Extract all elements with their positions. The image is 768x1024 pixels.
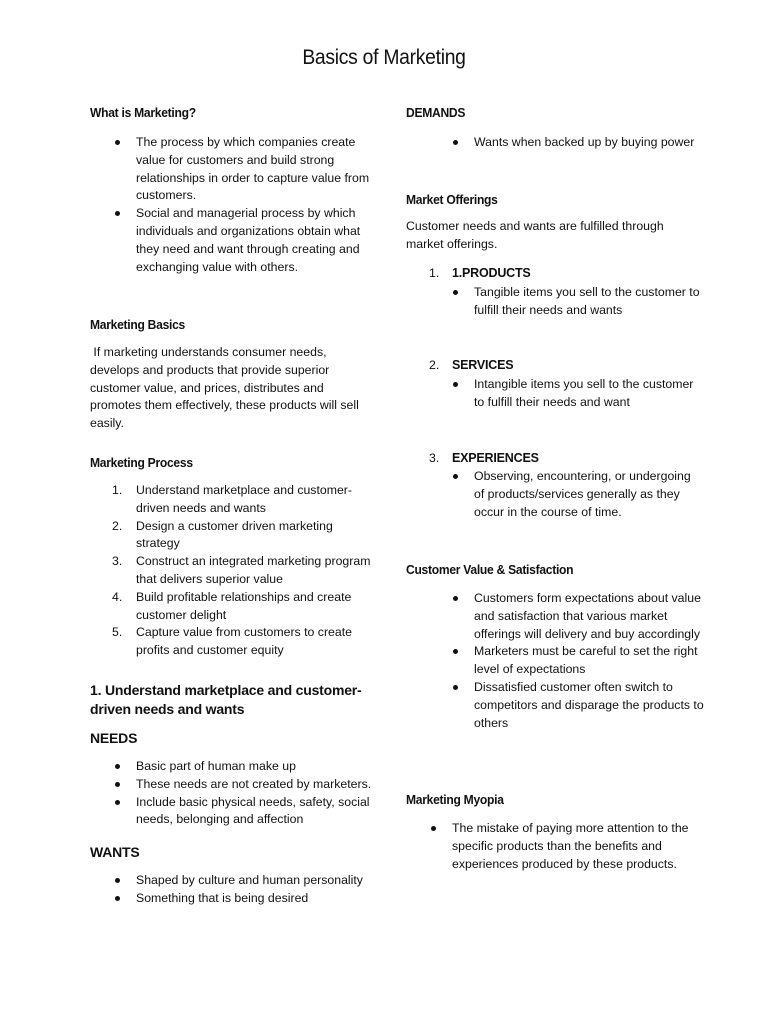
list-item <box>474 468 704 521</box>
experiences-list <box>474 468 704 521</box>
list-item-text: Construct an integrated marketing program that delivers superior value <box>136 554 371 586</box>
list-number: 5. <box>112 625 123 640</box>
list-item-text: Something that is being desired <box>136 890 309 905</box>
list-item-text: Customers form expectations about value and satisfaction that various market offerings will delivery and buy accordingly <box>474 591 701 641</box>
offering-number-1: 1. <box>429 266 440 280</box>
list-item <box>452 820 712 873</box>
list-item-text: Marketers must be careful to set the right level of expectations <box>474 644 698 677</box>
list-item <box>474 376 704 412</box>
demands-list <box>406 134 706 152</box>
list-item-text: Design a customer driven marketing strategy <box>136 518 333 551</box>
market-offerings-text: Customer needs and wants are fulfilled through market offerings. <box>406 219 664 251</box>
list-item <box>474 679 704 732</box>
list-item-text: Include basic physical needs, safety, social needs, belonging and affection <box>136 794 370 827</box>
what-is-marketing-list <box>90 134 375 276</box>
list-item-text: The process by which companies create value for customers and build strong relationships in order to capture value from customers. <box>136 135 370 203</box>
list-item-text: Intangible items you sell to the customer to fulfill their needs and want <box>474 377 694 409</box>
list-item <box>474 134 706 152</box>
list-item <box>112 589 375 625</box>
marketing-myopia-list <box>452 820 712 873</box>
list-item <box>136 134 375 205</box>
needs-list <box>90 758 375 829</box>
list-item <box>112 553 375 589</box>
list-item-text: These needs are not created by marketers. <box>136 776 372 791</box>
list-item <box>474 284 704 320</box>
list-number: 3. <box>112 554 123 569</box>
offering-label-experiences: EXPERIENCES <box>452 451 539 465</box>
list-item-text: Social and managerial process by which individuals and organizations obtain what they need and want through creating and exchanging value with others. <box>136 206 361 274</box>
heading-marketing-myopia: Marketing Myopia <box>406 792 504 807</box>
list-item <box>474 590 704 643</box>
wants-list <box>90 872 375 908</box>
list-item-text: Basic part of human make up <box>136 759 296 773</box>
marketing-basics-text: If marketing understands consumer needs, develops and products that provide superior customer value, and prices, distributes and promotes them effectively, these products will sell easily. <box>90 345 363 431</box>
marketing-process-list <box>90 482 375 660</box>
list-item-text: Shaped by culture and human personality <box>136 873 363 887</box>
heading-understand-marketplace: 1. Understand marketplace and customer-driven needs and wants <box>90 682 362 717</box>
list-item <box>136 890 375 908</box>
list-number: 4. <box>112 589 123 604</box>
customer-value-list <box>474 590 704 732</box>
heading-wants: WANTS <box>90 844 140 860</box>
list-item <box>112 518 375 554</box>
heading-needs: NEEDS <box>90 730 138 746</box>
list-item-text: Wants when backed up by buying power <box>474 135 695 149</box>
list-item-text: Understand marketplace and customer-driven needs and wants <box>136 483 352 515</box>
list-item <box>136 776 375 794</box>
offering-label-products: 1.PRODUCTS <box>452 266 531 280</box>
list-item-text: The mistake of paying more attention to the specific products than the benefits and experiences produced by these products. <box>452 821 689 871</box>
list-number: 1. <box>112 483 123 497</box>
list-item-text: Build profitable relationships and create customer delight <box>136 589 352 622</box>
offering-number-2: 2. <box>429 358 440 372</box>
products-list <box>474 284 704 320</box>
list-item <box>136 794 375 830</box>
heading-demands: DEMANDS <box>406 105 466 120</box>
list-item <box>136 205 375 276</box>
list-item <box>136 872 375 890</box>
list-item-text: Dissatisfied customer often switch to competitors and disparage the products to others <box>474 679 704 730</box>
page-title: Basics of Marketing <box>302 46 466 69</box>
heading-marketing-process: Marketing Process <box>90 455 193 470</box>
list-item <box>112 624 375 660</box>
list-item-text: Tangible items you sell to the customer to fulfill their needs and wants <box>474 285 700 317</box>
heading-what-is-marketing: What is Marketing? <box>90 105 196 120</box>
heading-customer-value: Customer Value & Satisfaction <box>406 562 574 577</box>
list-item-text: Observing, encountering, or undergoing of products/services generally as they occur in the course of time. <box>474 469 691 519</box>
heading-market-offerings: Market Offerings <box>406 192 498 207</box>
list-item <box>112 482 375 518</box>
services-list <box>474 376 704 412</box>
list-item <box>136 758 375 776</box>
offering-number-3: 3. <box>429 451 440 465</box>
list-item <box>474 643 704 679</box>
heading-marketing-basics: Marketing Basics <box>90 317 185 332</box>
offering-label-services: SERVICES <box>452 358 514 372</box>
list-number: 2. <box>112 518 123 533</box>
list-item-text: Capture value from customers to create profits and customer equity <box>136 625 352 658</box>
